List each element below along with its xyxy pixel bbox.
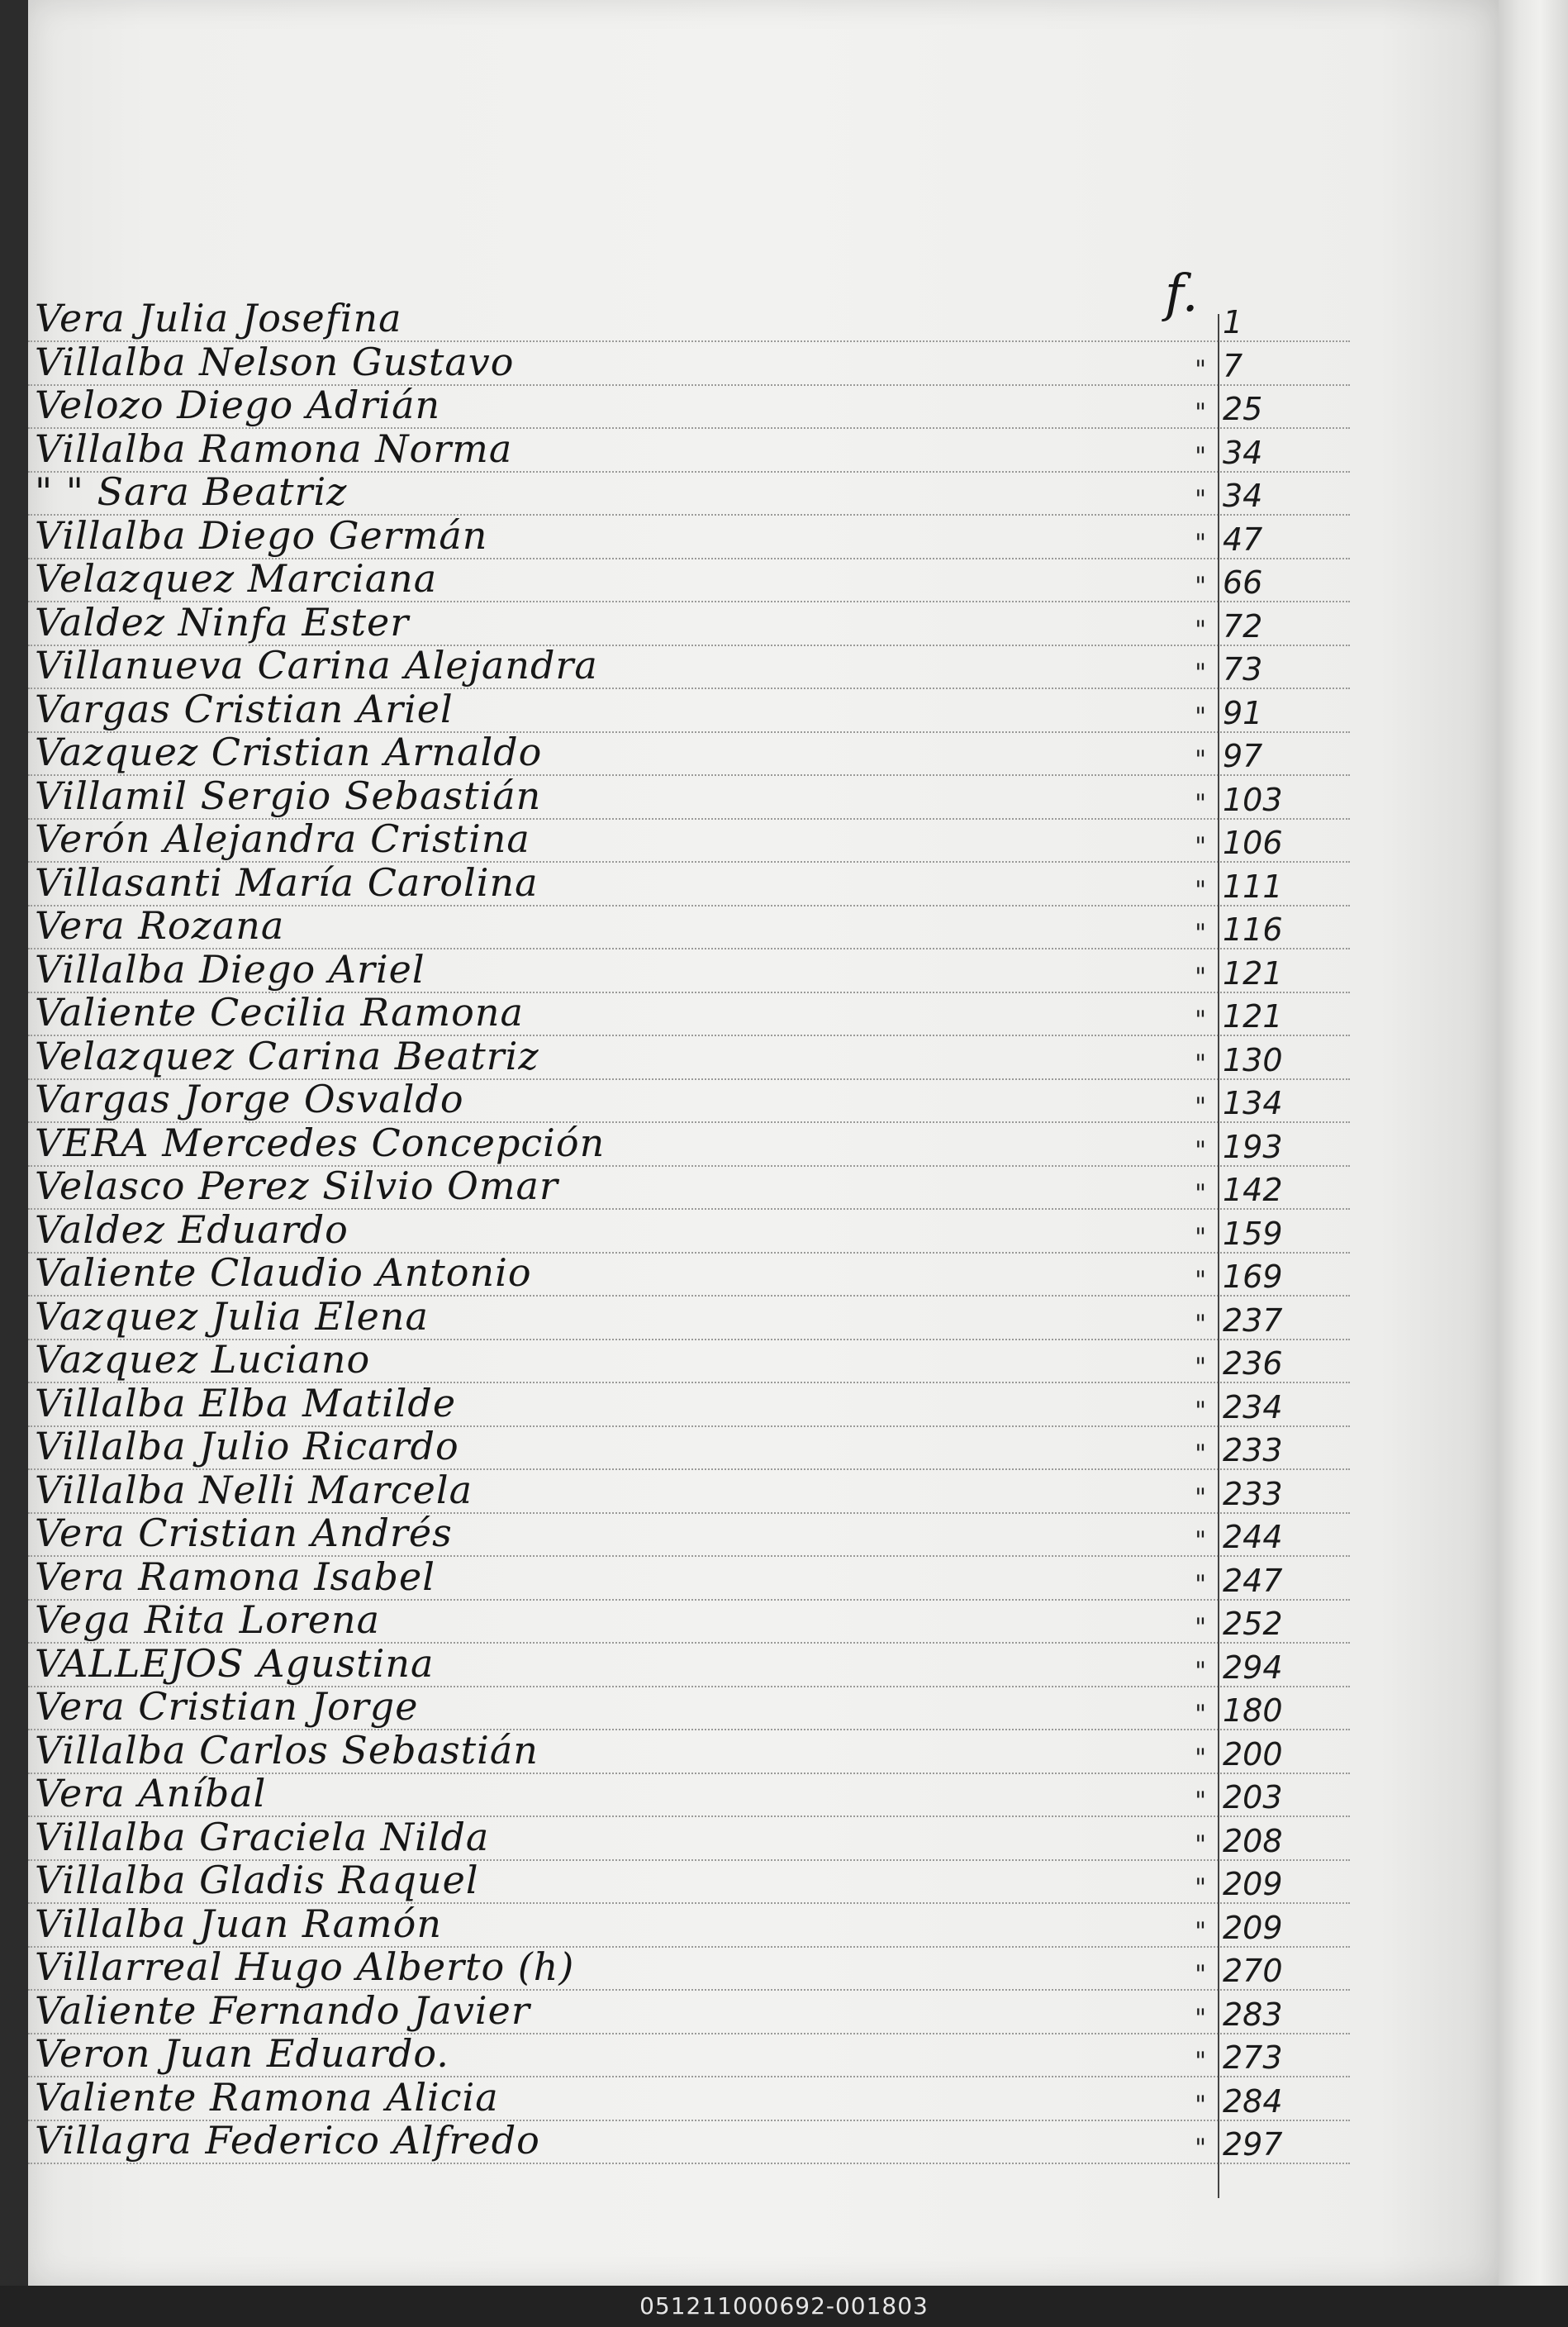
entry-folio: 252 xyxy=(1223,1606,1283,1642)
entry-name: Vera Cristian Jorge xyxy=(35,1684,419,1729)
ditto-mark: " xyxy=(1195,1960,1206,1989)
ditto-mark: " xyxy=(1195,2090,1206,2120)
register-entry xyxy=(0,1640,1350,1687)
register-entry xyxy=(0,1206,1350,1254)
ditto-mark: " xyxy=(1195,615,1206,645)
register-entry xyxy=(0,859,1350,907)
ditto-mark: " xyxy=(1195,1613,1206,1642)
entry-folio: 97 xyxy=(1223,738,1263,774)
entry-folio: 233 xyxy=(1223,1432,1283,1468)
ditto-mark: " xyxy=(1195,1526,1206,1555)
entry-folio: 270 xyxy=(1223,1953,1283,1989)
register-entry xyxy=(0,1077,1350,1123)
entry-folio: 244 xyxy=(1223,1519,1283,1555)
register-entry xyxy=(0,1814,1350,1861)
entry-folio: 159 xyxy=(1223,1215,1283,1252)
entry-folio: 91 xyxy=(1223,694,1263,731)
entry-name: Vazquez Cristian Arnaldo xyxy=(35,730,543,774)
entry-name: Valiente Ramona Alicia xyxy=(35,2074,499,2120)
register-entry xyxy=(0,1771,1350,1817)
ditto-mark: " xyxy=(1195,1396,1206,1425)
ditto-mark: " xyxy=(1195,1830,1206,1859)
entry-name: Villalba Carlos Sebastián xyxy=(35,1727,539,1773)
register-entry xyxy=(0,1424,1350,1470)
entry-name: Villarreal Hugo Alberto (h) xyxy=(35,1944,575,1989)
page-edge xyxy=(1499,0,1568,2286)
entry-name: VERA Mercedes Concepción xyxy=(35,1120,606,1165)
register-entry xyxy=(0,686,1350,733)
entry-folio: 247 xyxy=(1223,1562,1283,1599)
register-entry xyxy=(0,773,1350,820)
entry-folio: 294 xyxy=(1223,1649,1283,1686)
entry-name: Velasco Perez Silvio Omar xyxy=(35,1164,558,1208)
register-entry xyxy=(0,296,1350,342)
entry-name: Vera Aníbal xyxy=(35,1771,267,1815)
ditto-mark: " xyxy=(1195,1006,1206,1035)
register-entry xyxy=(0,556,1350,602)
ditto-mark: " xyxy=(1195,1222,1206,1252)
entry-name: Villalba Graciela Nilda xyxy=(35,1814,490,1859)
entry-folio: 273 xyxy=(1223,2039,1283,2076)
entry-name: Vera Rozana xyxy=(35,903,285,948)
ditto-mark: " xyxy=(1195,659,1206,688)
entry-folio: 7 xyxy=(1223,347,1243,384)
entry-folio: 209 xyxy=(1223,1909,1283,1946)
entry-name: Villagra Federico Alfredo xyxy=(35,2118,540,2163)
entry-name: Villalba Nelson Gustavo xyxy=(35,339,515,384)
ditto-mark: " xyxy=(1195,1482,1206,1512)
ditto-mark: " xyxy=(1195,702,1206,731)
entry-name: Valdez Eduardo xyxy=(35,1206,349,1252)
register-entry xyxy=(0,1164,1350,1210)
entry-name: Vazquez Julia Elena xyxy=(35,1293,429,1339)
entry-folio: 121 xyxy=(1223,954,1283,992)
entry-folio: 1 xyxy=(1223,304,1243,340)
entry-name: Velazquez Marciana xyxy=(35,556,438,601)
ditto-mark: " xyxy=(1195,1916,1206,1946)
register-entry xyxy=(0,469,1350,516)
ditto-mark: " xyxy=(1195,962,1206,992)
entry-folio: 121 xyxy=(1223,998,1283,1035)
register-entry xyxy=(0,383,1350,429)
entry-name: Villalba Nelli Marcela xyxy=(35,1467,473,1512)
ditto-mark: " xyxy=(1195,919,1206,948)
entry-folio: 203 xyxy=(1223,1779,1283,1815)
register-entry xyxy=(0,730,1350,776)
entry-folio: 73 xyxy=(1223,651,1263,688)
entry-folio: 283 xyxy=(1223,1996,1283,2033)
entry-name: " " Sara Beatriz xyxy=(35,469,348,514)
entry-folio: 66 xyxy=(1223,564,1263,601)
ditto-mark: " xyxy=(1195,788,1206,818)
register-entry xyxy=(0,1293,1350,1340)
register-entry xyxy=(0,1684,1350,1730)
register-entry xyxy=(0,1120,1350,1167)
entry-name: Vargas Cristian Ariel xyxy=(35,686,454,731)
register-entry xyxy=(0,1987,1350,2034)
entry-folio: 284 xyxy=(1223,2082,1283,2120)
folio-header: f. xyxy=(1165,263,1199,323)
entry-folio: 111 xyxy=(1223,868,1283,905)
entry-name: Velozo Diego Adrián xyxy=(35,383,441,427)
entry-name: Valdez Ninfa Ester xyxy=(35,599,410,645)
entry-folio: 142 xyxy=(1223,1172,1283,1208)
entry-name: Valiente Claudio Antonio xyxy=(35,1250,532,1295)
register-entry xyxy=(0,599,1350,646)
ditto-mark: " xyxy=(1195,1092,1206,1121)
entry-name: Vargas Jorge Osvaldo xyxy=(35,1077,464,1121)
ditto-mark: " xyxy=(1195,441,1206,471)
entry-folio: 25 xyxy=(1223,391,1263,427)
entry-name: Vera Cristian Andrés xyxy=(35,1511,453,1555)
ditto-mark: " xyxy=(1195,398,1206,427)
register-entry xyxy=(0,1250,1350,1297)
footer-bar xyxy=(0,2286,1568,2327)
ditto-mark: " xyxy=(1195,832,1206,861)
entry-folio: 233 xyxy=(1223,1475,1283,1512)
register-entry xyxy=(0,1554,1350,1601)
register-entry xyxy=(0,1901,1350,1948)
ditto-mark: " xyxy=(1195,1656,1206,1686)
entry-name: Villalba Diego Germán xyxy=(35,512,488,558)
ditto-mark: " xyxy=(1195,1179,1206,1208)
register-entry xyxy=(0,990,1350,1036)
entry-folio: 116 xyxy=(1223,911,1283,948)
ditto-mark: " xyxy=(1195,875,1206,905)
ditto-mark: " xyxy=(1195,1787,1206,1815)
ditto-mark: " xyxy=(1195,2047,1206,2076)
ditto-mark: " xyxy=(1195,485,1206,514)
ditto-mark: " xyxy=(1195,355,1206,384)
ditto-mark: " xyxy=(1195,1049,1206,1078)
entry-name: Villalba Diego Ariel xyxy=(35,946,425,992)
ditto-mark: " xyxy=(1195,1135,1206,1165)
entry-name: Villasanti María Carolina xyxy=(35,859,539,905)
ditto-mark: " xyxy=(1195,572,1206,601)
entry-folio: 106 xyxy=(1223,825,1283,861)
entry-name: Vera Ramona Isabel xyxy=(35,1554,435,1599)
register-entry xyxy=(0,1467,1350,1514)
entry-name: Valiente Cecilia Ramona xyxy=(35,990,524,1035)
entry-folio: 180 xyxy=(1223,1692,1283,1729)
register-entry xyxy=(0,339,1350,386)
entry-folio: 103 xyxy=(1223,781,1283,818)
entry-folio: 130 xyxy=(1223,1041,1283,1078)
entry-name: Villalba Julio Ricardo xyxy=(35,1424,459,1468)
register-entry xyxy=(0,1511,1350,1557)
entry-name: Velazquez Carina Beatriz xyxy=(35,1033,539,1078)
ditto-mark: " xyxy=(1195,1266,1206,1295)
entry-name: Vera Julia Josefina xyxy=(35,296,402,340)
entry-folio: 34 xyxy=(1223,478,1263,514)
entry-folio: 237 xyxy=(1223,1302,1283,1339)
entry-folio: 200 xyxy=(1223,1735,1283,1773)
entry-name: Valiente Fernando Javier xyxy=(35,1987,530,2033)
register-entry xyxy=(0,2074,1350,2121)
register-entry xyxy=(0,903,1350,949)
register-entry xyxy=(0,1944,1350,1991)
ditto-mark: " xyxy=(1195,1440,1206,1468)
entry-name: Villanueva Carina Alejandra xyxy=(35,643,598,688)
document-id: 051211000692-001803 xyxy=(639,2292,929,2320)
register-entry xyxy=(0,816,1350,863)
entry-folio: 236 xyxy=(1223,1345,1283,1382)
ditto-mark: " xyxy=(1195,1743,1206,1773)
entry-folio: 297 xyxy=(1223,2126,1283,2163)
register-entry xyxy=(0,1337,1350,1383)
register-entry xyxy=(0,1597,1350,1644)
entry-folio: 134 xyxy=(1223,1085,1283,1121)
entry-name: VALLEJOS Agustina xyxy=(35,1640,435,1686)
register-entry xyxy=(0,1858,1350,1904)
entry-name: Villalba Gladis Raquel xyxy=(35,1858,479,1902)
register-entry xyxy=(0,426,1350,473)
ditto-mark: " xyxy=(1195,1569,1206,1599)
ditto-mark: " xyxy=(1195,1309,1206,1339)
entry-folio: 208 xyxy=(1223,1822,1283,1859)
entry-folio: 209 xyxy=(1223,1866,1283,1902)
register-entry xyxy=(0,2118,1350,2164)
register-entry xyxy=(0,1033,1350,1080)
entry-name: Villalba Elba Matilde xyxy=(35,1380,457,1425)
entry-name: Verón Alejandra Cristina xyxy=(35,816,530,861)
entry-name: Veron Juan Eduardo. xyxy=(35,2031,449,2076)
entry-folio: 34 xyxy=(1223,434,1263,471)
entry-folio: 169 xyxy=(1223,1259,1283,1295)
register-entry xyxy=(0,512,1350,559)
register-entry xyxy=(0,946,1350,993)
entry-name: Villalba Juan Ramón xyxy=(35,1901,442,1946)
ditto-mark: " xyxy=(1195,745,1206,774)
entry-name: Villalba Ramona Norma xyxy=(35,426,513,471)
ditto-mark: " xyxy=(1195,1700,1206,1729)
entry-folio: 193 xyxy=(1223,1128,1283,1165)
ditto-mark: " xyxy=(1195,2003,1206,2033)
entry-name: Villamil Sergio Sebastián xyxy=(35,773,542,818)
entry-name: Vazquez Luciano xyxy=(35,1337,371,1382)
register-entry xyxy=(0,2031,1350,2077)
entry-folio: 72 xyxy=(1223,607,1263,645)
ditto-mark: " xyxy=(1195,528,1206,558)
register-entry xyxy=(0,1380,1350,1427)
ditto-mark: " xyxy=(1195,2134,1206,2163)
entry-name: Vega Rita Lorena xyxy=(35,1597,381,1642)
register-entry xyxy=(0,1727,1350,1774)
register-entry xyxy=(0,643,1350,689)
ditto-mark: " xyxy=(1195,1353,1206,1382)
entry-folio: 47 xyxy=(1223,521,1263,558)
ditto-mark: " xyxy=(1195,1873,1206,1902)
entry-folio: 234 xyxy=(1223,1388,1283,1425)
